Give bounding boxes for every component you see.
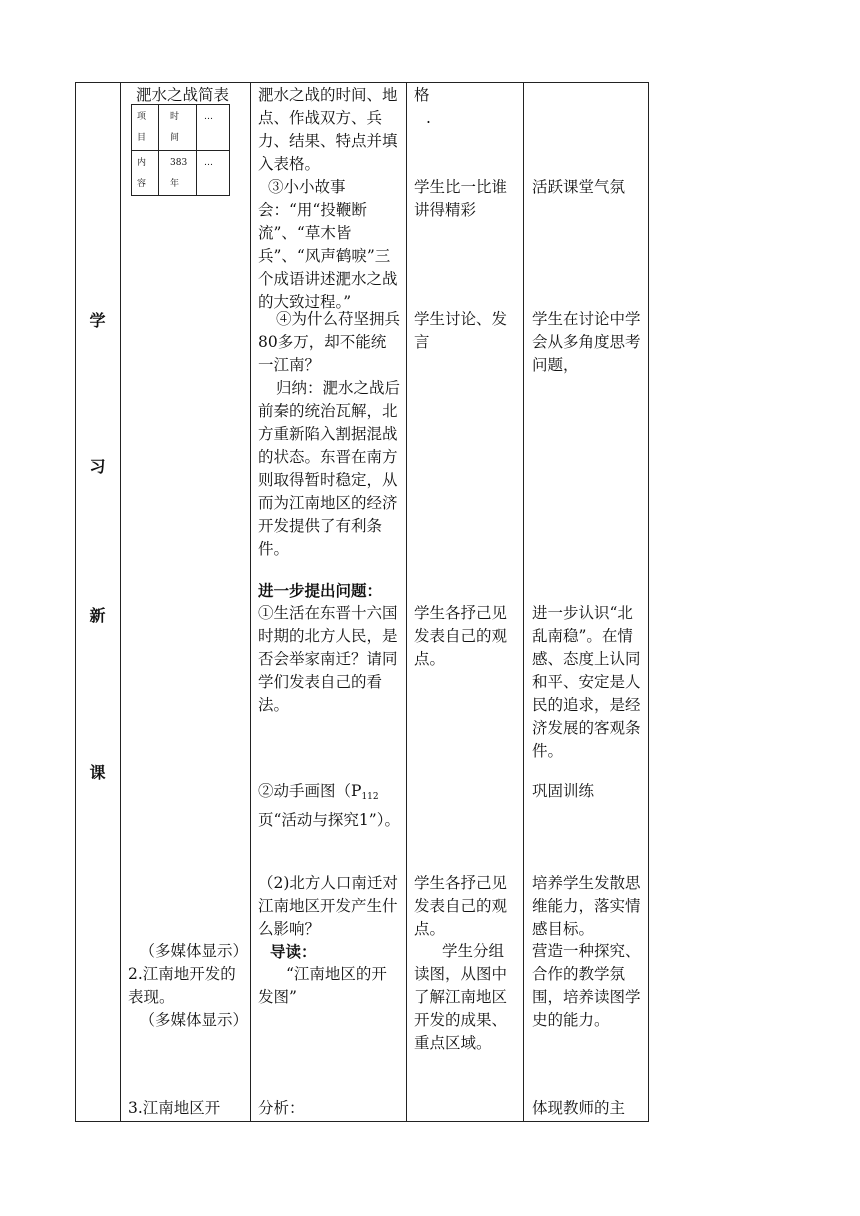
student-activity: 学生讨论、发言 xyxy=(414,310,508,351)
section-heading: 2.江南地开发的表现。 xyxy=(128,965,236,1006)
student-activity: 学生比一比谁讲得精彩 xyxy=(414,178,508,219)
mini-table-cell: … xyxy=(204,158,213,168)
design-intent: 学生在讨论中学会从多角度思考问题， xyxy=(532,310,641,374)
teaching-text: （2)北方人口南迁对江南地区开发产生什么影响？ xyxy=(258,874,398,938)
teaching-text: ④为什么苻坚拥兵80多万，却不能统一江南？ xyxy=(258,310,401,374)
side-label: 学 xyxy=(89,311,106,330)
teaching-text: 分析： xyxy=(258,1099,305,1117)
mini-table-divider xyxy=(196,105,197,195)
student-activity: 学生各抒己见发表自己的观点。 xyxy=(414,874,508,938)
teaching-heading: 导读： xyxy=(270,942,317,961)
column-divider xyxy=(250,82,251,1122)
teaching-text xyxy=(258,780,400,832)
teaching-text: 淝水之战的时间、地点、作战双方、兵力、结果、特点并填入表格。 xyxy=(258,86,398,173)
design-intent: 活跃课堂气氛 xyxy=(532,178,626,196)
mini-table-cell: 时间 xyxy=(170,112,180,143)
mini-table xyxy=(131,104,230,196)
column-divider xyxy=(406,82,407,1122)
side-label: 新 xyxy=(89,606,106,625)
teaching-text-part: ②动手画图（P xyxy=(258,782,362,800)
mini-table-cell: 383年 xyxy=(170,158,188,189)
side-label: 课 xyxy=(89,763,106,782)
student-activity: 学生各抒己见发表自己的观点。 xyxy=(414,604,508,668)
teaching-text: ③小小故事会：“用“投鞭断流”、“草木皆兵”、“风声鹤唳”三个成语讲述淝水之战的大致过程。” xyxy=(258,178,398,311)
teaching-text-part: 页“活动与探究1”）。 xyxy=(258,811,400,829)
table-title: 淝水之战简表 xyxy=(136,86,230,104)
mini-table-divider xyxy=(158,105,159,195)
multimedia-note: （多媒体显示） xyxy=(139,942,248,960)
mini-table-cell: 内容 xyxy=(137,158,147,189)
mini-table-divider xyxy=(132,150,229,151)
teaching-heading: 进一步提出问题： xyxy=(258,581,383,600)
design-intent: 培养学生发散思维能力，落实情感目标。 xyxy=(532,874,641,938)
mini-table-cell: 项目 xyxy=(137,112,147,143)
design-intent: 营造一种探究、合作的教学氛围，培养读图学史的能力。 xyxy=(532,942,641,1029)
student-activity: . xyxy=(426,109,431,127)
student-activity: 学生分组读图，从图中了解江南地区开发的成果、重点区域。 xyxy=(414,942,508,1052)
mini-table-cell: … xyxy=(204,112,213,122)
teaching-text: “江南地区的开发图” xyxy=(258,965,387,1006)
section-heading: 3.江南地区开 xyxy=(128,1099,221,1117)
column-divider xyxy=(523,82,524,1122)
student-activity: 格 xyxy=(414,86,430,104)
page-subscript: 112 xyxy=(361,792,379,802)
design-intent: 进一步认识“北乱南稳”。在情感、态度上认同和平、安定是人民的追求，是经济发展的客观条件。 xyxy=(532,604,641,760)
teaching-text: 归纳：淝水之战后前秦的统治瓦解，北方重新陷入割据混战的状态。东晋在南方则取得暂时稳定，从而为江南地区的经济开发提供了有利条件。 xyxy=(258,379,401,558)
design-intent: 巩固训练 xyxy=(532,782,595,800)
column-divider xyxy=(120,82,121,1122)
side-label: 习 xyxy=(89,457,106,476)
multimedia-note: （多媒体显示） xyxy=(139,1011,248,1029)
teaching-text: ①生活在东晋十六国时期的北方人民，是否会举家南迁？请同学们发表自己的看法。 xyxy=(258,604,398,714)
design-intent: 体现教师的主 xyxy=(532,1099,626,1117)
